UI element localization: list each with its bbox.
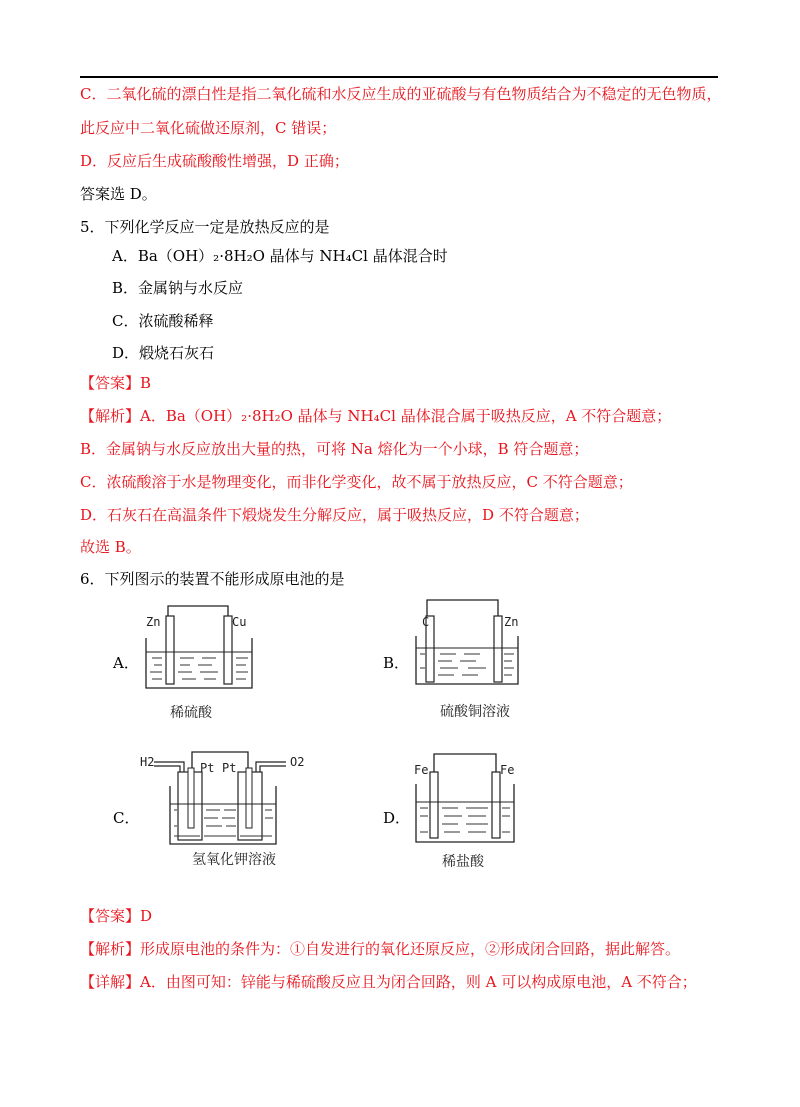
figure-c-left-electrode-label: Pt: [200, 761, 215, 775]
figure-a-right-electrode-label: Cu: [232, 615, 247, 629]
conclusion-5: 故选 B。: [80, 538, 141, 556]
figure-a-caption: 稀硫酸: [170, 705, 212, 721]
question-5-option-a: A．Ba（OH）₂·8H₂O 晶体与 NH₄Cl 晶体混合时: [112, 247, 448, 265]
answer-5: 【答案】B: [80, 374, 152, 392]
question-5-option-c: C．浓硫酸稀释: [112, 312, 214, 330]
question-5-option-b: B．金属钠与水反应: [112, 279, 244, 297]
question-5-stem: 5．下列化学反应一定是放热反应的是: [80, 218, 330, 236]
analysis-5-c: C．浓硫酸溶于水是物理变化，而非化学变化，故不属于放热反应，C 不符合题意；: [80, 473, 633, 491]
analysis-5-b: B．金属钠与水反应放出大量的热，可将 Na 熔化为一个小球，B 符合题意；: [80, 440, 589, 458]
figure-d-caption: 稀盐酸: [442, 854, 484, 870]
figure-c-left-gas-label: H2: [140, 755, 155, 769]
figure-b-caption: 硫酸铜溶液: [440, 704, 510, 720]
figure-d-label: D．: [383, 809, 411, 827]
figure-c-right-gas-label: O2: [290, 755, 305, 769]
figure-a-label: A．: [113, 654, 139, 672]
text-line-3: D．反应后生成硫酸酸性增强，D 正确；: [80, 152, 349, 170]
detail-6-a: 【详解】A．由图可知：锌能与稀硫酸反应且为闭合回路，则 A 可以构成原电池，A 不符合；: [80, 973, 697, 991]
analysis-5-a: 【解析】A．Ba（OH）₂·8H₂O 晶体与 NH₄Cl 晶体混合属于吸热反应，A 不符合题意；: [80, 407, 672, 425]
figure-d-fe-fe-cell: [412, 748, 532, 873]
header-rule: [80, 76, 718, 78]
answer-6: 【答案】D: [80, 907, 153, 925]
figure-c-right-electrode-label: Pt: [222, 761, 237, 775]
figure-b-left-electrode-label: C: [422, 615, 430, 629]
figure-c-caption: 氢氧化钾溶液: [192, 852, 276, 868]
text-line-1: C．二氧化硫的漂白性是指二氧化硫和水反应生成的亚硫酸与有色物质结合为不稳定的无色物质，: [80, 85, 722, 103]
figure-b-label: B．: [383, 654, 410, 672]
figure-c-label: C．: [113, 809, 140, 827]
question-5-option-d: D．煅烧石灰石: [112, 344, 215, 362]
figure-a-left-electrode-label: Zn: [146, 615, 161, 629]
text-line-2: 此反应中二氧化硫做还原剂，C 错误；: [80, 119, 337, 137]
analysis-6: 【解析】形成原电池的条件为：①自发进行的氧化还原反应，②形成闭合回路，据此解答。: [80, 940, 681, 958]
question-6-stem: 6．下列图示的装置不能形成原电池的是: [80, 570, 345, 588]
figure-a-zn-cu-cell: [140, 600, 260, 725]
figure-d-left-electrode-label: Fe: [414, 763, 429, 777]
figure-d-right-electrode-label: Fe: [500, 763, 515, 777]
analysis-5-d: D．石灰石在高温条件下煅烧发生分解反应，属于吸热反应，D 不符合题意；: [80, 506, 589, 524]
figure-b-right-electrode-label: Zn: [504, 615, 519, 629]
figure-c-fuel-cell: [140, 748, 305, 873]
figure-b-c-zn-cell: [412, 598, 532, 723]
text-line-4: 答案选 D。: [80, 185, 157, 203]
